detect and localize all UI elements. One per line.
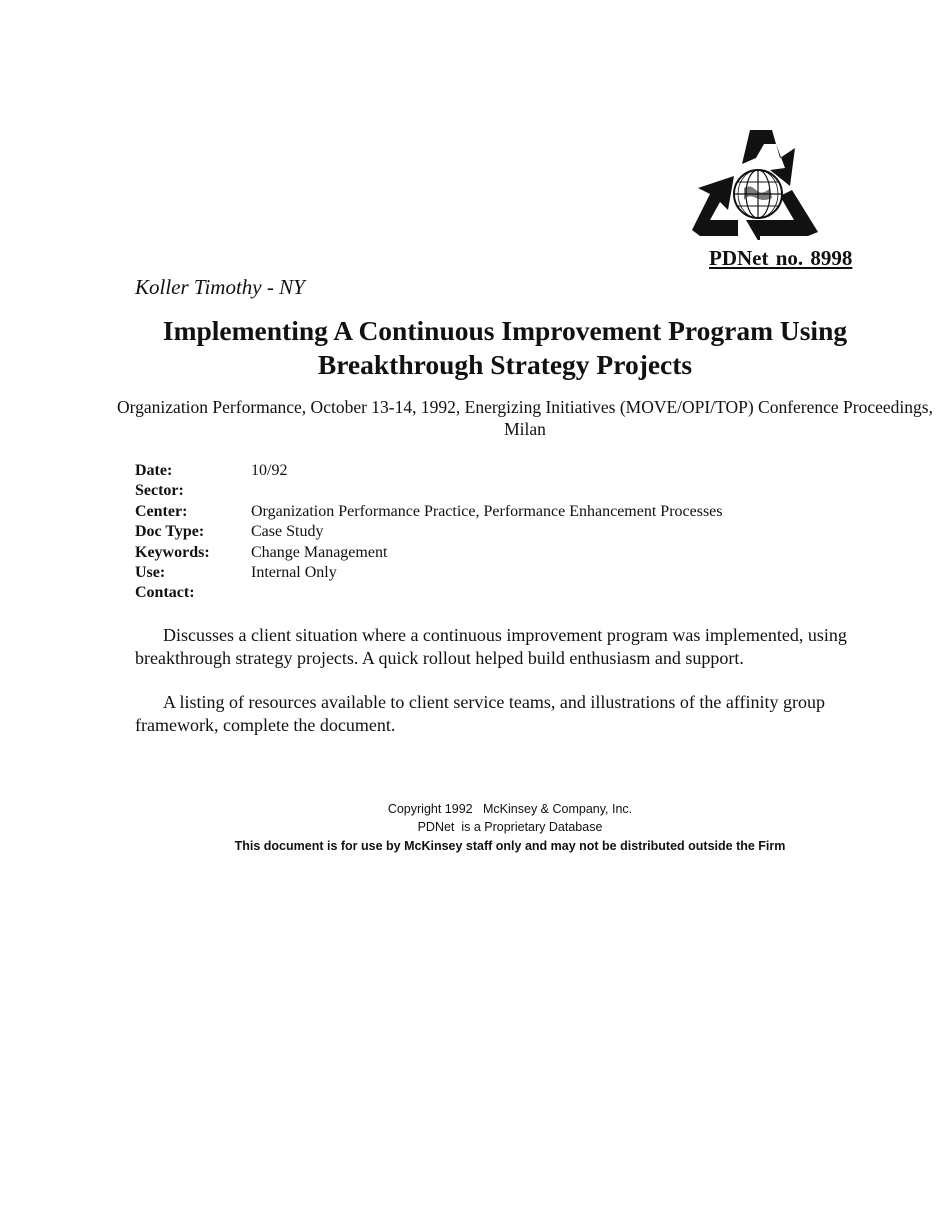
metadata-row-keywords xyxy=(135,543,723,563)
metadata-label: Doc Type: xyxy=(135,523,205,541)
copyright-notice: Copyright 1992 McKinsey & Company, Inc. xyxy=(387,802,633,816)
distribution-restriction: This document is for use by McKinsey staff only and may not be distributed outside the Firm xyxy=(234,839,786,853)
metadata-row-center xyxy=(135,502,723,522)
metadata-label: Center: xyxy=(135,502,188,520)
document-subtitle: Organization Performance, October 13-14, 1992, Energizing Initiatives (MOVE/OPI/TOP) Conference Proceedings, Milan xyxy=(117,397,933,439)
metadata-value: Internal Only xyxy=(251,563,337,581)
database-note: PDNet is a Proprietary Database xyxy=(417,820,603,834)
footer xyxy=(100,800,920,856)
metadata-row-doc-type xyxy=(135,522,723,542)
pdnet-logo-icon xyxy=(690,128,820,240)
metadata-value: 10/92 xyxy=(251,462,288,479)
metadata-row-sector xyxy=(135,481,723,501)
author-name: Koller Timothy - NY xyxy=(135,275,305,299)
metadata-label: Sector: xyxy=(135,482,184,500)
metadata-value: Organization Performance Practice, Performance Enhancement Processes xyxy=(251,502,723,520)
document-title: Implementing A Continuous Improvement Program Using Breakthrough Strategy Projects xyxy=(162,315,848,380)
summary-paragraph: Discusses a client situation where a continuous improvement program was implemented, using breakthrough strategy projects. A quick rollout helped build enthusiasm and support. xyxy=(135,625,847,668)
metadata-row-use xyxy=(135,563,723,583)
summary-paragraph: A listing of resources available to client service teams, and illustrations of the affinity group framework, complete the document. xyxy=(135,692,825,735)
metadata-label: Contact: xyxy=(135,584,195,602)
metadata-label: Keywords: xyxy=(135,543,210,561)
pdnet-number: PDNet no. 8998 xyxy=(709,246,853,270)
metadata-label: Date: xyxy=(135,462,173,479)
metadata-value: Change Management xyxy=(251,543,388,561)
metadata-table xyxy=(135,461,723,604)
metadata-label: Use: xyxy=(135,563,166,581)
metadata-row-date xyxy=(135,461,723,481)
metadata-value: Case Study xyxy=(251,523,324,541)
metadata-row-contact xyxy=(135,583,723,603)
